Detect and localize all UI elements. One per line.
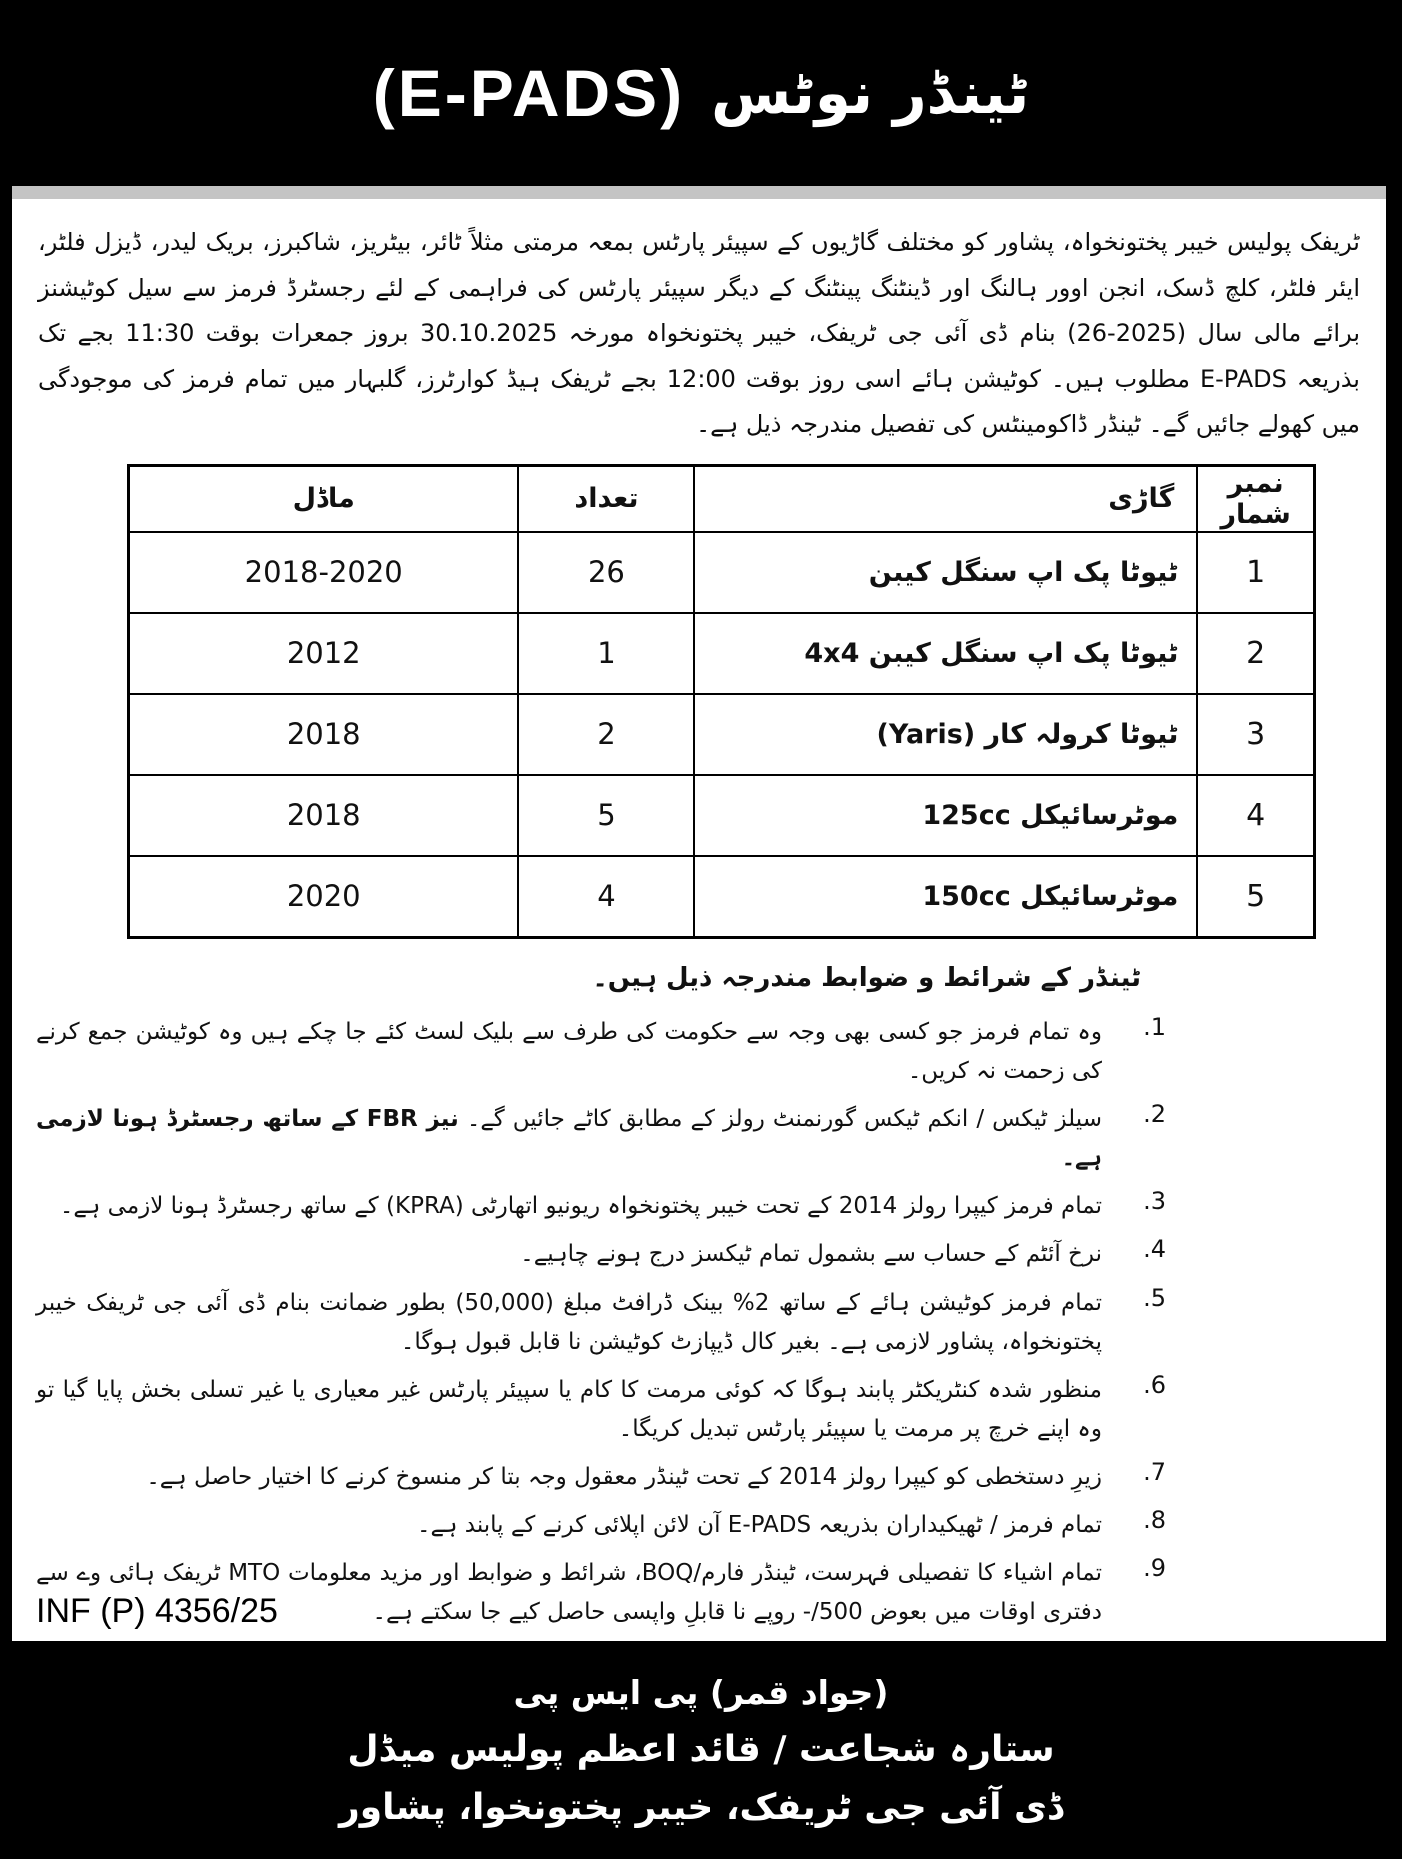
cell-vehicle: ٹیوٹا پک اپ سنگل کیبن [694, 532, 1197, 613]
terms-heading: ٹینڈر کے شرائط و ضوابط مندرجہ ذیل ہیں۔ [592, 962, 1141, 993]
table-row [129, 775, 1315, 856]
page-title [372, 56, 1030, 130]
cell-serial: 1 [1197, 532, 1314, 613]
term-number: 7. [1143, 1457, 1166, 1486]
cell-model: 2018-2020 [129, 532, 519, 613]
term-item [36, 1100, 1166, 1178]
table-row [129, 694, 1315, 775]
term-text [36, 1371, 1102, 1449]
term-text-normal: تمام فرمز کیپرا رولز 2014 کے تحت خیبر پختونخواہ ریونیو اتھارٹی (KPRA) کے ساتھ رجسٹرڈ ہونا لازمی ہے۔ [59, 1193, 1102, 1220]
table-row [129, 856, 1315, 938]
term-number: 6. [1143, 1370, 1166, 1399]
term-text [36, 1100, 1102, 1178]
term-item [36, 1458, 1166, 1497]
term-text-normal: وہ تمام فرمز جو کسی بھی وجہ سے حکومت کی طرف سے بلیک لسٹ کئے جا چکے ہیں وہ کوٹیشن جمع کرنے کی زحمت نہ کریں۔ [36, 1018, 1102, 1085]
term-text [36, 1506, 1102, 1545]
term-text-normal: منظور شدہ کنٹریکٹر پابند ہوگا کہ کوئی مرمت کا کام یا سپیئر پارٹس غیر معیاری یا غیر تسلی بخش پایا گیا تو وہ اپنے خرچ پر مرمت یا سپیئر پارٹس تبدیل کریگا۔ [36, 1376, 1102, 1442]
cell-vehicle: موٹرسائیکل 150cc [694, 856, 1197, 938]
term-text-normal: نرخ آئٹم کے حساب سے بشمول تمام ٹیکسز درج ہونے چاہیے۔ [520, 1241, 1102, 1268]
col-header-vehicle: گاڑی [694, 465, 1197, 532]
signatory-name: (جواد قمر) پی ایس پی [513, 1672, 889, 1712]
signatory-designation: ڈی آئی جی ٹریفک، خیبر پختونخوا، پشاور [338, 1786, 1064, 1828]
term-text [36, 1284, 1102, 1362]
intro-paragraph: ٹریفک پولیس خیبر پختونخواہ، پشاور کو مختلف گاڑیوں کے سپیئر پارٹس بمعہ مرمتی مثلاً ٹائر، بیٹریز، شاکبرز، بریک لیدر، ڈیزل فلٹر، ایئر فلٹر، کلچ ڈسک، انجن اوور ہالنگ اور ڈینٹنگ پینٹنگ کے دیگر سپیئر پارٹس کی فراہمی کے لئے رجسٹرڈ فرمز سے سیل کوٹیشنز برائے مالی سال (2025-26) بنام ڈی آئی جی ٹریفک، خیبر پختونخواہ مورخہ 30.10.2025 بروز جمعرات بوقت 11:30 بجے تک بذریعہ E-PADS مطلوب ہیں۔ کوٹیشن ہائے اسی روز بوقت 12:00 بجے ٹریفک ہیڈ کوارٹرز، گلبہار میں تمام فرمز کی موجودگی میں کھولے جائیں گے۔ ٹینڈر ڈاکومینٹس کی تفصیل مندرجہ ذیل ہے۔ [38, 228, 1360, 439]
term-item [36, 1235, 1166, 1274]
cell-quantity: 2 [518, 694, 694, 775]
cell-serial: 4 [1197, 775, 1314, 856]
table-row [129, 613, 1315, 694]
reference-number: INF (P) 4356/25 [36, 1592, 278, 1631]
term-number: 1. [1143, 1012, 1166, 1041]
cell-quantity: 26 [518, 532, 694, 613]
term-text [36, 1235, 1102, 1274]
notice-body [12, 186, 1386, 1641]
term-text-normal: تمام فرمز کوٹیشن ہائے کے ساتھ 2% بینک ڈرافٹ مبلغ (50,000) بطور ضمانت بنام ڈی آئی جی ٹریفک خیبر پختونخواہ، پشاور لازمی ہے۔ بغیر کال ڈیپازٹ کوٹیشن نا قابل قبول ہوگا۔ [36, 1289, 1102, 1355]
term-text [36, 1458, 1102, 1497]
cell-vehicle: ٹیوٹا پک اپ سنگل کیبن 4x4 [694, 613, 1197, 694]
term-item [36, 1187, 1166, 1226]
term-item [36, 1506, 1166, 1545]
term-text-normal: زیرِ دستخطی کو کیپرا رولز 2014 کے تحت ٹینڈر معقول وجہ بتا کر منسوخ کرنے کا اختیار حاصل ہے۔ [146, 1463, 1102, 1490]
term-text [36, 1187, 1102, 1226]
vehicles-table-body [129, 532, 1315, 938]
cell-vehicle: ٹیوٹا کرولہ کار (Yaris) [694, 694, 1197, 775]
term-number: 3. [1143, 1187, 1166, 1216]
cell-quantity: 4 [518, 856, 694, 938]
cell-model: 2018 [129, 694, 519, 775]
term-number: 4. [1143, 1235, 1166, 1264]
cell-serial: 3 [1197, 694, 1314, 775]
cell-quantity: 1 [518, 613, 694, 694]
table-header-row [129, 465, 1315, 532]
terms-list [36, 1013, 1166, 1632]
term-number: 9. [1143, 1554, 1166, 1583]
col-header-serial: نمبر شمار [1197, 465, 1314, 532]
term-text [36, 1013, 1102, 1091]
scan-artifact-strip [12, 186, 1386, 199]
header-band [0, 0, 1402, 186]
title-epads-text: (E-PADS) [372, 56, 686, 130]
term-number: 5. [1143, 1283, 1166, 1312]
term-text-bold: نیز FBR کے ساتھ رجسٹرڈ ہونا لازمی ہے۔ [36, 1106, 1102, 1172]
cell-vehicle: موٹرسائیکل 125cc [694, 775, 1197, 856]
term-item [36, 1013, 1166, 1091]
col-header-model: ماڈل [129, 465, 519, 532]
cell-model: 2018 [129, 775, 519, 856]
cell-model: 2020 [129, 856, 519, 938]
vehicles-table-head [129, 465, 1315, 532]
col-header-quantity: تعداد [518, 465, 694, 532]
term-text-normal: سیلز ٹیکس / انکم ٹیکس گورنمنٹ رولز کے مطابق کاٹے جائیں گے۔ [458, 1106, 1102, 1133]
title-urdu-text: ٹینڈر نوٹس [711, 59, 1030, 127]
cell-serial: 2 [1197, 613, 1314, 694]
cell-model: 2012 [129, 613, 519, 694]
term-item [36, 1284, 1166, 1362]
cell-serial: 5 [1197, 856, 1314, 938]
vehicles-table [127, 464, 1316, 939]
table-row [129, 532, 1315, 613]
term-text-normal: تمام فرمز / ٹھیکیداران بذریعہ E-PADS آن لائن اپلائی کرنے کے پابند ہے۔ [417, 1512, 1102, 1538]
cell-quantity: 5 [518, 775, 694, 856]
term-item [36, 1371, 1166, 1449]
term-text-normal: تمام اشیاء کا تفصیلی فہرست، ٹینڈر فارم/BOQ، شرائط و ضوابط اور مزید معلومات MTO ٹریفک ہائی وے سے دفتری اوقات میں بعوض 500/- روپے نا قابلِ واپسی حاصل کیے جا سکتے ہے۔ [36, 1560, 1102, 1626]
signatory-honours: ستارہ شجاعت / قائد اعظم پولیس میڈل [347, 1728, 1055, 1770]
term-number: 2. [1143, 1100, 1166, 1129]
signature-band [0, 1641, 1402, 1859]
term-number: 8. [1143, 1506, 1166, 1534]
